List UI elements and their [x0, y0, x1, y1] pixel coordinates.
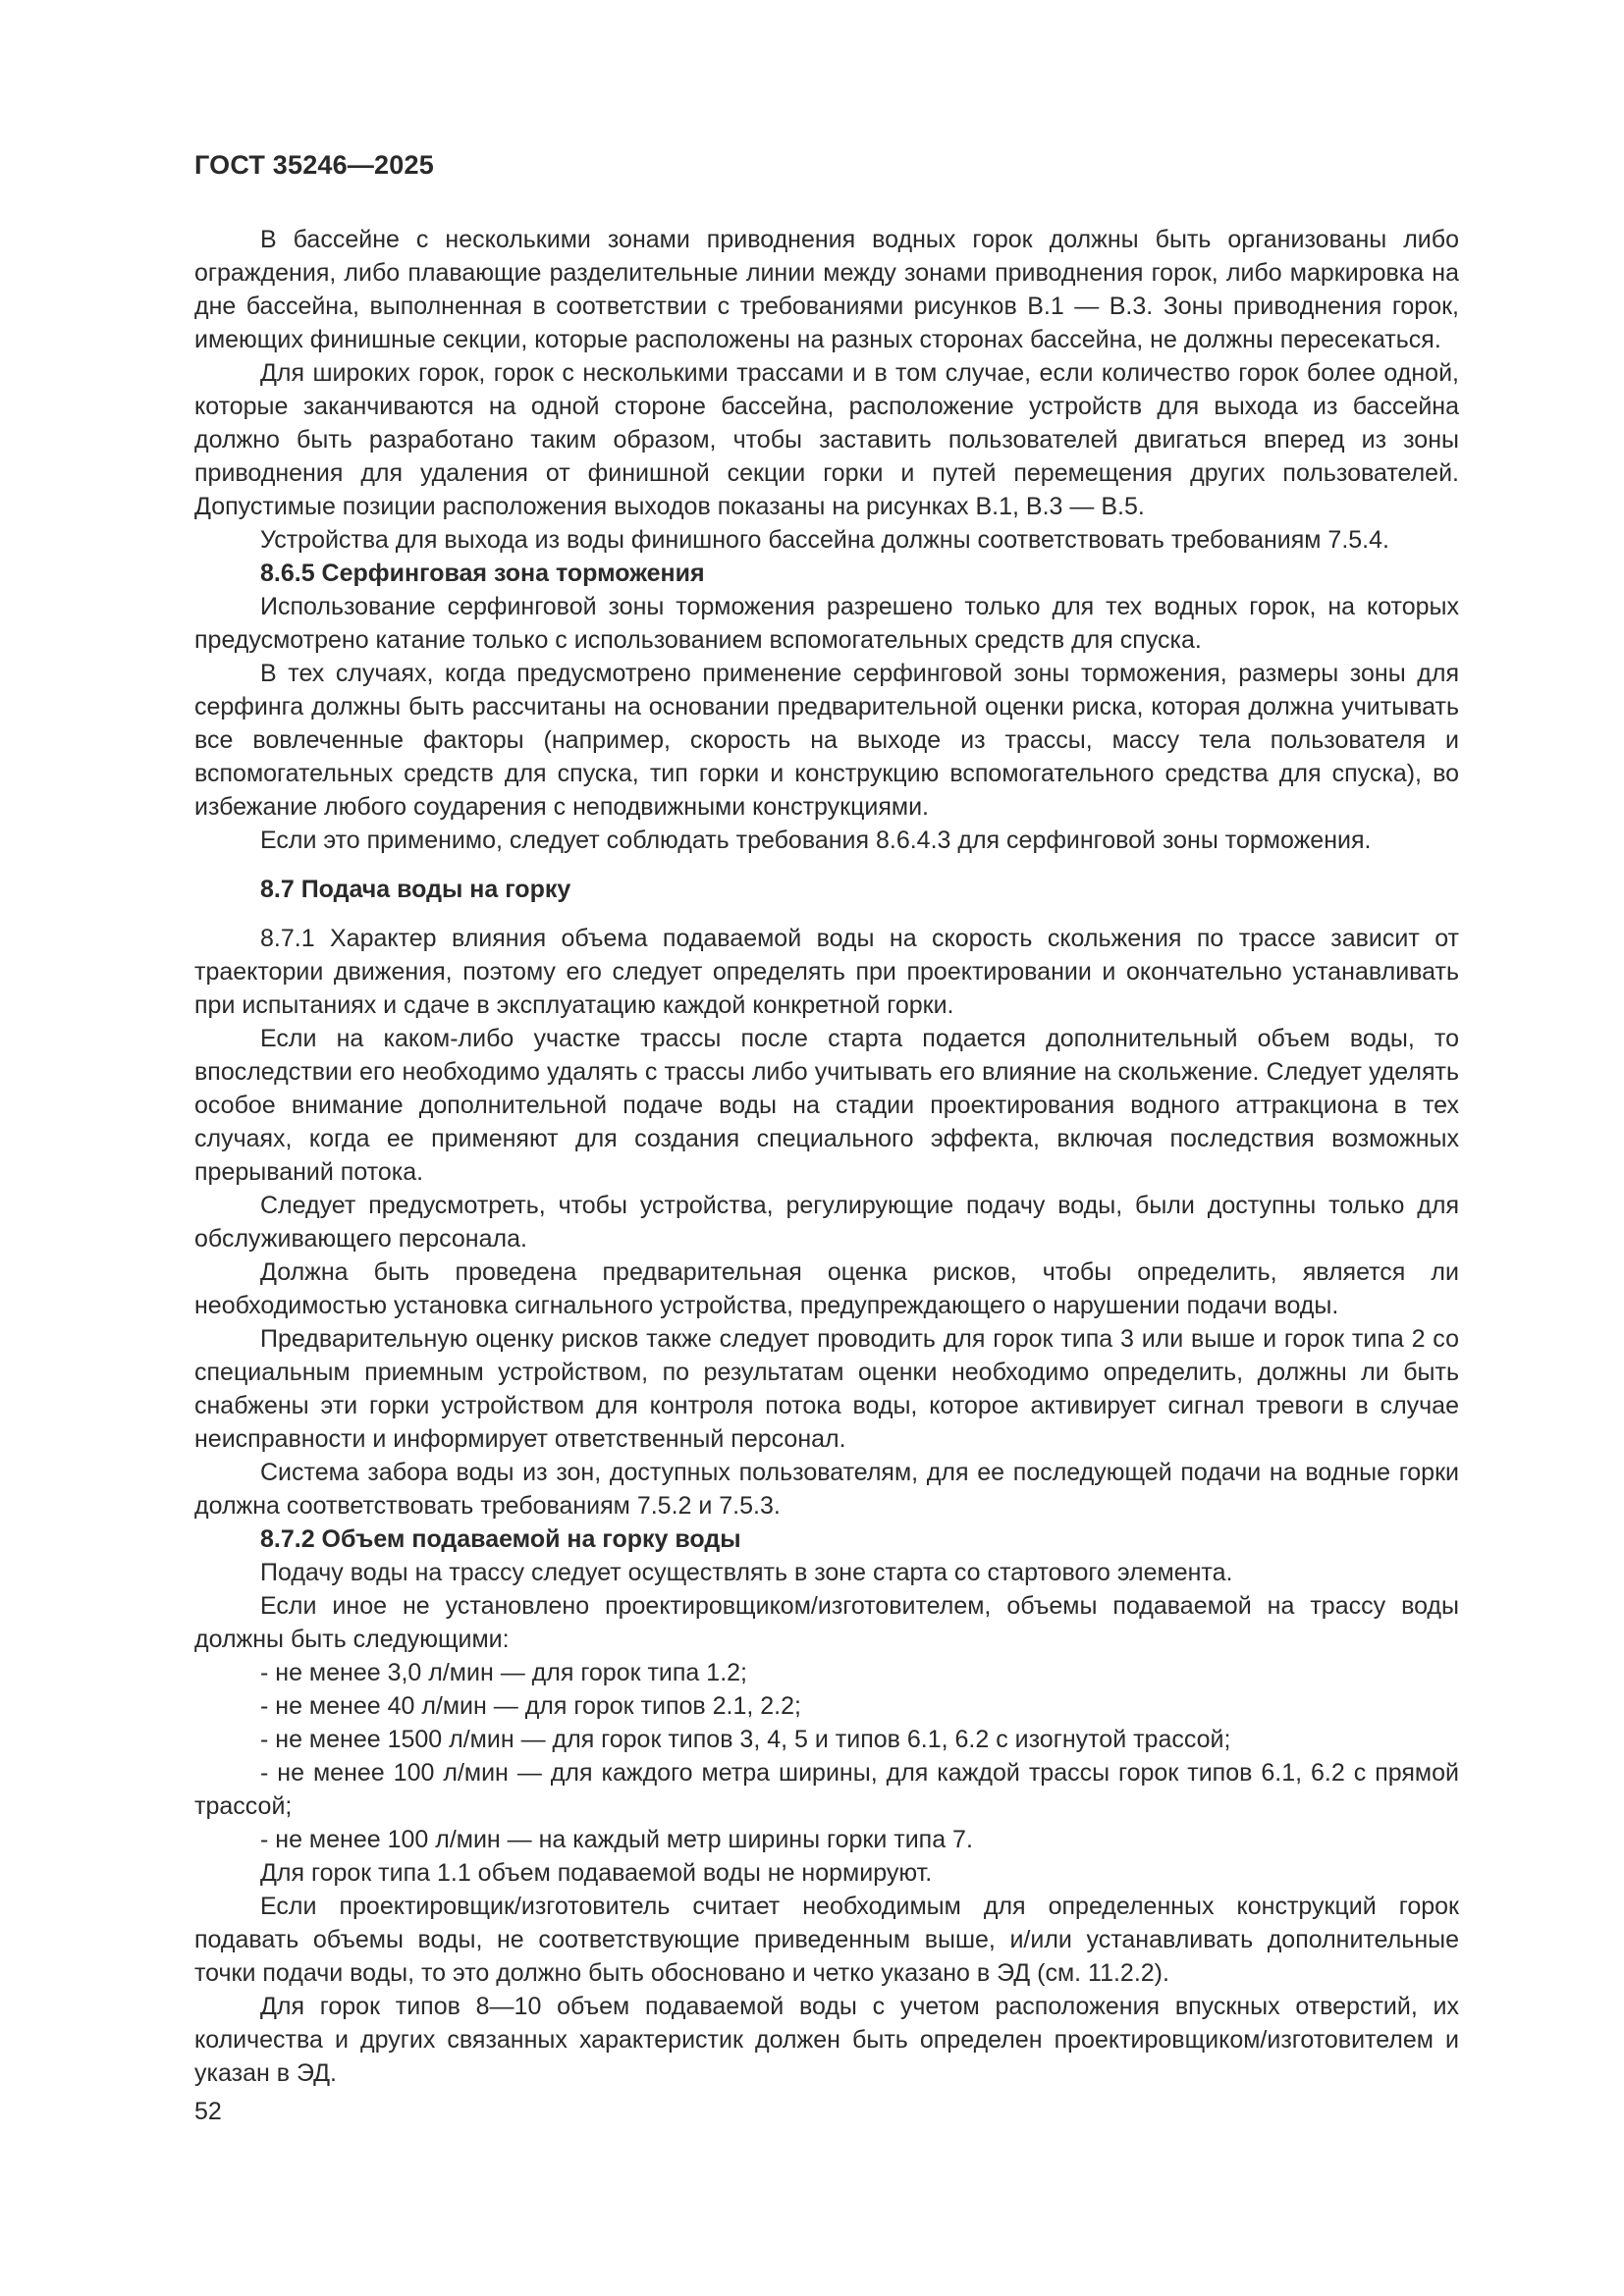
- body-paragraph: Для широких горок, горок с несколькими трассами и в том случае, если количество горок более одной, которые заканчиваются на одной стороне бассейна, расположение устройств для выхода из бассейна должно быть разработано таким образом, чтобы заставить пользователей двигаться вперед из зоны приводнения для удаления от финишной секции горки и путей перемещения других пользователей. Допустимые позиции расположения выходов показаны на рисунках В.1, В.3 — В.5.: [194, 359, 1459, 520]
- body-paragraph: Для горок типов 8—10 объем подаваемой воды с учетом расположения впускных отверстий, их количества и других связанных характеристик должен быть определен проектировщиком/изготовителем и указан в ЭД.: [194, 1993, 1459, 2087]
- body-paragraph: Система забора воды из зон, доступных пользователям, для ее последующей подачи на водные горки должна соответствовать требованиям 7.5.2 и 7.5.3.: [194, 1459, 1459, 1520]
- standard-code-header: ГОСТ 35246—2025: [194, 150, 434, 180]
- document-body: [194, 223, 1459, 2090]
- body-paragraph: В тех случаях, когда предусмотрено применение серфинговой зоны торможения, размеры зоны для серфинга должны быть рассчитаны на основании предварительной оценки риска, которая должна учитывать все вовлеченные факторы (например, скорость на выходе из трассы, массу тела пользователя и вспомогательных средств для спуска, тип горки и конструкцию вспомогательного средства для спуска), во избежание любого соударения с неподвижными конструкциями.: [194, 660, 1459, 821]
- body-paragraph: 8.7.1 Характер влияния объема подаваемой воды на скорость скольжения по трассе зависит от траектории движения, поэтому его следует определять при проектировании и окончательно устанавливать при испытаниях и сдаче в эксплуатацию каждой конкретной горки.: [194, 925, 1459, 1019]
- body-paragraph: Следует предусмотреть, чтобы устройства, регулирующие подачу воды, были доступны только для обслуживающего персонала.: [194, 1192, 1459, 1253]
- body-paragraph: В бассейне с несколькими зонами приводнения водных горок должны быть организованы либо ограждения, либо плавающие разделительные линии между зонами приводнения горок, либо маркировка на дне бассейна, выполненная в соответствии с требованиями рисунков В.1 — В.3. Зоны приводнения горок, имеющих финишные секции, которые расположены на разных сторонах бассейна, не должны пересекаться.: [194, 226, 1459, 353]
- body-paragraph: Если иное не установлено проектировщиком/изготовителем, объемы подаваемой на трассу воды должны быть следующими:: [194, 1592, 1459, 1653]
- body-paragraph: Подачу воды на трассу следует осуществлять в зоне старта со стартового элемента.: [260, 1559, 1233, 1586]
- body-paragraph: Если это применимо, следует соблюдать требования 8.6.4.3 для серфинговой зоны торможения.: [260, 827, 1372, 854]
- list-item: - не менее 3,0 л/мин — для горок типа 1.2;: [260, 1659, 747, 1686]
- section-heading: 8.6.5 Серфинговая зона торможения: [260, 560, 705, 587]
- body-paragraph: Должна быть проведена предварительная оценка рисков, чтобы определить, является ли необходимостью установка сигнального устройства, предупреждающего о нарушении подачи воды.: [194, 1258, 1459, 1319]
- list-item: - не менее 1500 л/мин — для горок типов 3, 4, 5 и типов 6.1, 6.2 с изогнутой трассой;: [260, 1726, 1231, 1753]
- body-paragraph: Если на каком-либо участке трассы после старта подается дополнительный объем воды, то впоследствии его необходимо удалять с трассы либо учитывать его влияние на скольжение. Следует уделять особое внимание дополнительной подаче воды на стадии проектирования водного аттракциона в тех случаях, когда ее применяют для создания специального эффекта, включая последствия возможных прерываний потока.: [194, 1025, 1459, 1186]
- body-paragraph: Устройства для выхода из воды финишного бассейна должны соответствовать требованиям 7.5.4.: [260, 526, 1389, 554]
- section-heading: 8.7 Подача воды на горку: [260, 876, 571, 903]
- body-paragraph: Для горок типа 1.1 объем подаваемой воды не нормируют.: [260, 1859, 933, 1887]
- list-item: - не менее 100 л/мин — для каждого метра ширины, для каждой трассы горок типов 6.1, 6.2 с прямой трассой;: [194, 1759, 1459, 1820]
- section-heading: 8.7.2 Объем подаваемой на горку воды: [260, 1525, 741, 1553]
- list-item: - не менее 100 л/мин — на каждый метр ширины горки типа 7.: [260, 1826, 973, 1853]
- list-item: - не менее 40 л/мин — для горок типов 2.1, 2.2;: [260, 1692, 801, 1720]
- body-paragraph: Предварительную оценку рисков также следует проводить для горок типа 3 или выше и горок типа 2 со специальным приемным устройством, по результатам оценки необходимо определить, должны ли быть снабжены эти горки устройством для контроля потока воды, которое активирует сигнал тревоги в случае неисправности и информирует ответственный персонал.: [194, 1325, 1459, 1453]
- body-paragraph: Если проектировщик/изготовитель считает необходимым для определенных конструкций горок подавать объемы воды, не соответствующие приведенным выше, и/или устанавливать дополнительные точки подачи воды, то это должно быть обосновано и четко указано в ЭД (см. 11.2.2).: [194, 1893, 1459, 1987]
- body-paragraph: Использование серфинговой зоны торможения разрешено только для тех водных горок, на которых предусмотрено катание только с использованием вспомогательных средств для спуска.: [194, 593, 1459, 654]
- page-number: 52: [194, 2098, 222, 2125]
